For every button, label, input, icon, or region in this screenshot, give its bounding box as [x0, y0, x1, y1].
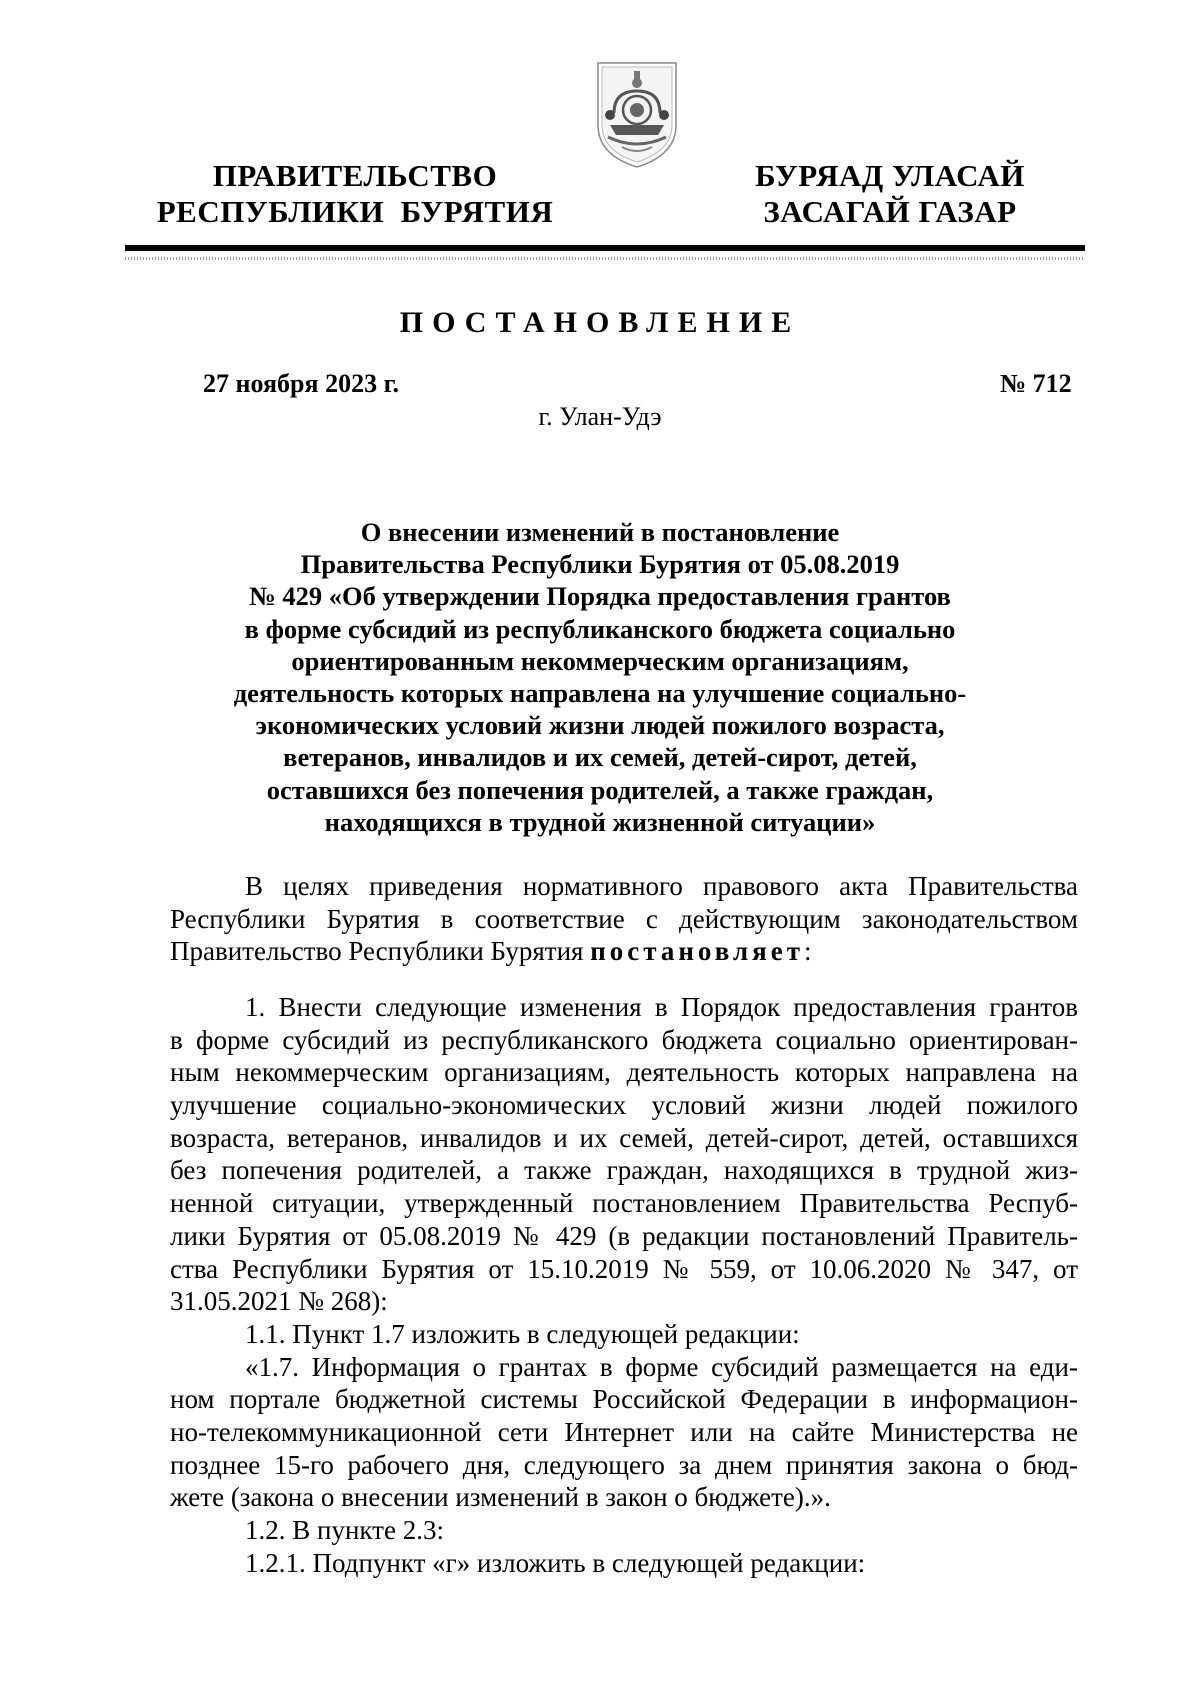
document-type-title: ПОСТАНОВЛЕНИЕ	[399, 306, 801, 339]
quote-line: ном портале бюджетной системы Российской Федерации в информацион-	[170, 1384, 1078, 1415]
document-date: 27 ноября 2023 г.	[203, 369, 399, 398]
heading-line: экономических условий жизни людей пожилого возраста,	[255, 710, 945, 741]
paragraph-line: ства Республики Бурятия от 15.10.2019 № 559, от 10.06.2020 № 347, от	[170, 1253, 1078, 1284]
paragraph-line: ненной ситуации, утвержденный постановлением Правительства Респуб-	[170, 1188, 1078, 1219]
paragraph-line: без попечения родителей, а также граждан, находящихся в трудной жиз-	[170, 1155, 1078, 1186]
government-name-ru-line2: РЕСПУБЛИКИ БУРЯТИЯ	[156, 194, 554, 229]
paragraph-line: возраста, ветеранов, инвалидов и их семей, детей-сирот, детей, оставшихся	[170, 1122, 1078, 1153]
quote-line: но-телекоммуникационной сети Интернет или на сайте Министерства не	[170, 1416, 1078, 1447]
paragraph-line: В целях приведения нормативного правового акта Правительства	[245, 871, 1078, 901]
paragraph-line: 1. Внести следующие изменения в Порядок предоставления грантов	[245, 992, 1078, 1022]
government-name-bua-line2: ЗАСАГАЙ ГАЗАР	[763, 194, 1017, 229]
coat-of-arms-icon	[592, 55, 682, 170]
heading-line: в форме субсидий из республиканского бюджета социально	[244, 613, 956, 644]
paragraph-line	[170, 935, 1078, 968]
heading-line: деятельность которых направлена на улучшение социально-	[233, 678, 967, 709]
quote-line: «1.7. Информация о грантах в форме субсидий размещается на еди-	[245, 1351, 1078, 1382]
item-1-paragraph	[170, 991, 1078, 1579]
heading-line: находящихся в трудной жизненной ситуации»	[324, 806, 876, 837]
paragraph-line: 31.05.2021 № 268):	[170, 1286, 388, 1317]
heading-line: Правительства Республики Бурятия от 05.08.2019	[300, 549, 900, 580]
paragraph-line: в форме субсидий из республиканского бюджета социально ориентирован-	[170, 1024, 1078, 1055]
document-heading	[170, 516, 1030, 838]
government-name-ru	[150, 158, 560, 230]
preamble-colon: :	[803, 936, 812, 967]
heading-line: оставшихся без попечения родителей, а также граждан,	[266, 774, 934, 805]
decree-verb: постановляет	[590, 936, 804, 967]
document-city: г. Улан-Удэ	[538, 402, 662, 431]
government-name-bua	[725, 158, 1055, 230]
paragraph-line: ным некоммерческим организациям, деятельность которых направлена на	[170, 1057, 1078, 1088]
header-divider-dotted	[125, 257, 1085, 260]
heading-line: ветеранов, инвалидов и их семей, детей-сирот, детей,	[283, 742, 917, 773]
heading-line: О внесении изменений в постановление	[360, 517, 840, 547]
paragraph-line: лики Бурятия от 05.08.2019 № 429 (в редакции постановлений Правитель-	[170, 1220, 1078, 1251]
paragraph-line: улучшение социально-экономических условий жизни людей пожилого	[170, 1090, 1078, 1121]
preamble-subject: Правительство Республики Бурятия	[170, 936, 591, 967]
government-name-ru-line1: ПРАВИТЕЛЬСТВО	[212, 158, 498, 193]
government-name-bua-line1: БУРЯАД УЛАСАЙ	[755, 158, 1025, 193]
item-1-2: 1.2. В пункте 2.3:	[245, 1515, 444, 1545]
quote-line: позднее 15-го рабочего дня, следующего за днем принятия закона о бюд-	[170, 1449, 1078, 1480]
heading-line: ориентированным некоммерческим организациям,	[291, 645, 909, 676]
quote-line: жете (закона о внесении изменений в закон о бюджете).».	[170, 1482, 831, 1513]
paragraph-line: Республики Бурятия в соответствие с действующим законодательством	[170, 903, 1078, 934]
document-number: № 712	[1000, 369, 1072, 398]
preamble-paragraph	[170, 870, 1078, 968]
heading-line: № 429 «Об утверждении Порядка предоставления грантов	[249, 581, 951, 612]
item-1-2-1: 1.2.1. Подпункт «г» изложить в следующей редакции:	[245, 1547, 866, 1578]
item-1-1: 1.1. Пункт 1.7 изложить в следующей редакции:	[245, 1318, 800, 1349]
header-divider	[125, 245, 1085, 251]
